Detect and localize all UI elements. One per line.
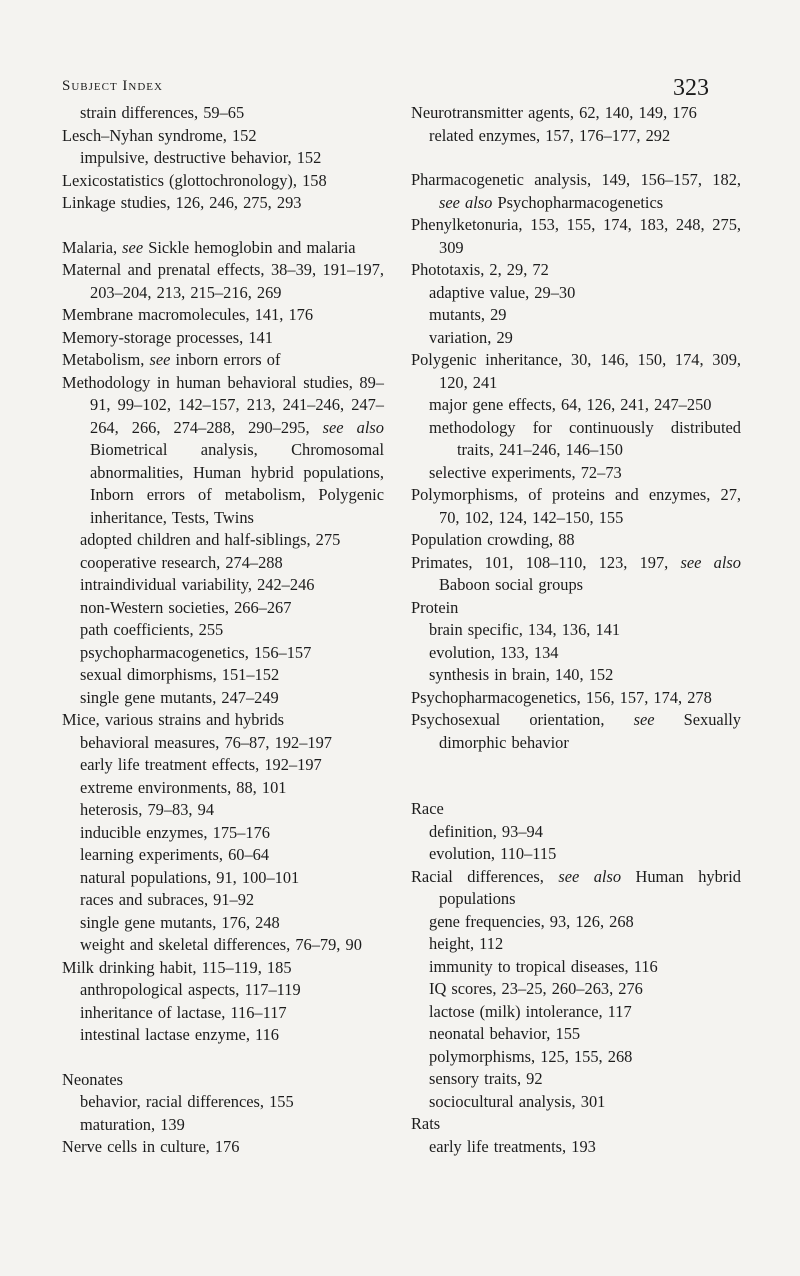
index-subentry: early life treatment effects, 192–197 [80, 755, 322, 774]
index-subentry: strain differences, 59–65 [80, 103, 245, 122]
index-entry: Nerve cells in culture, 176 [62, 1137, 240, 1156]
index-subentry: polymorphisms, 125, 155, 268 [429, 1046, 633, 1066]
index-entry: Phototaxis, 2, 29, 72 [411, 260, 549, 279]
index-subentry: races and subraces, 91–92 [80, 890, 255, 909]
index-entry: Methodology in human behavioral studies, 89–91, 99–102, 142–157, 213, 241–246, 247–264, 266, 274–288, 290–295, see also Biometrical analysis, Chromosomal abnormalities, Human hybrid populations, Inborn errors of metabolism, Polygenic inheritance, Tests, Twins [62, 372, 384, 527]
index-subentry: IQ scores, 23–25, 260–263, 276 [429, 979, 643, 998]
index-subentry: definition, 93–94 [429, 821, 543, 841]
entry-gap [411, 754, 741, 776]
index-subentry: sociocultural analysis, 301 [429, 1091, 606, 1111]
index-subentry: sensory traits, 92 [429, 1069, 543, 1088]
index-entry: Lesch–Nyhan syndrome, 152 [62, 125, 257, 145]
index-subentry: inducible enzymes, 175–176 [80, 822, 270, 842]
index-subentry: evolution, 110–115 [429, 844, 557, 863]
index-subentry: early life treatments, 193 [429, 1136, 596, 1156]
index-subentry: natural populations, 91, 100–101 [80, 867, 300, 887]
index-entry: Psychopharmacogenetics, 156, 157, 174, 278 [411, 687, 712, 707]
index-subentry: intestinal lactase enzyme, 116 [80, 1025, 280, 1044]
index-subentry: height, 112 [429, 934, 504, 953]
index-subentry: gene frequencies, 93, 126, 268 [429, 911, 634, 931]
index-column-right [411, 102, 741, 1158]
index-entry: Lexicostatistics (glottochronology), 158 [62, 170, 327, 190]
index-subentry: single gene mutants, 247–249 [80, 687, 279, 707]
index-entry: Psychosexual orientation, see Sexually dimorphic behavior [411, 710, 741, 752]
index-entry: Maternal and prenatal effects, 38–39, 191–197, 203–204, 213, 215–216, 269 [62, 260, 384, 302]
entry-gap [411, 776, 741, 798]
index-subentry: anthropological aspects, 117–119 [80, 980, 301, 999]
index-entry: Polymorphisms, of proteins and enzymes, 27, 70, 102, 124, 142–150, 155 [411, 485, 741, 527]
index-subentry: variation, 29 [429, 327, 513, 347]
index-entry: Protein [411, 597, 459, 617]
index-subentry: related enzymes, 157, 176–177, 292 [429, 125, 671, 145]
index-subentry: inheritance of lactase, 116–117 [80, 1002, 287, 1022]
index-subentry: intraindividual variability, 242–246 [80, 575, 315, 594]
index-entry: Race [411, 799, 444, 818]
index-entry: Phenylketonuria, 153, 155, 174, 183, 248, 275, 309 [411, 215, 741, 257]
index-subentry: single gene mutants, 176, 248 [80, 912, 280, 932]
index-subentry: maturation, 139 [80, 1114, 185, 1134]
index-subentry: methodology for continuously distributed traits, 241–246, 146–150 [429, 417, 741, 459]
index-subentry: selective experiments, 72–73 [429, 462, 622, 482]
index-subentry: mutants, 29 [429, 305, 507, 324]
index-subentry: major gene effects, 64, 126, 241, 247–250 [429, 395, 712, 414]
entry-gap [62, 215, 384, 237]
index-column-left [62, 102, 384, 1159]
index-subentry: learning experiments, 60–64 [80, 845, 270, 864]
index-subentry: behavioral measures, 76–87, 192–197 [80, 732, 332, 752]
index-subentry: impulsive, destructive behavior, 152 [80, 148, 322, 167]
index-subentry: lactose (milk) intolerance, 117 [429, 1001, 632, 1021]
index-subentry: immunity to tropical diseases, 116 [429, 956, 658, 976]
running-head: Subject Index [62, 78, 163, 94]
index-subentry: weight and skeletal differences, 76–79, 90 [80, 935, 362, 954]
index-subentry: synthesis in brain, 140, 152 [429, 665, 614, 684]
index-entry: Pharmacogenetic analysis, 149, 156–157, 182, see also Psychopharmacogenetics [411, 170, 741, 212]
index-entry: Memory-storage processes, 141 [62, 327, 273, 347]
index-entry: Neurotransmitter agents, 62, 140, 149, 176 [411, 103, 697, 122]
index-entry: Population crowding, 88 [411, 530, 575, 549]
index-subentry: brain specific, 134, 136, 141 [429, 620, 621, 639]
index-subentry: adaptive value, 29–30 [429, 282, 576, 302]
index-subentry: path coefficients, 255 [80, 620, 224, 639]
index-entry: Linkage studies, 126, 246, 275, 293 [62, 193, 302, 212]
index-subentry: non-Western societies, 266–267 [80, 597, 292, 617]
index-entry: Malaria, see Sickle hemoglobin and malaria [62, 237, 356, 257]
index-subentry: psychopharmacogenetics, 156–157 [80, 642, 312, 662]
index-subentry: evolution, 133, 134 [429, 642, 559, 662]
entry-gap [62, 1047, 384, 1069]
index-entry: Rats [411, 1114, 441, 1133]
index-subentry: heterosis, 79–83, 94 [80, 800, 215, 819]
index-entry: Polygenic inheritance, 30, 146, 150, 174, 309, 120, 241 [411, 350, 741, 392]
index-entry: Neonates [62, 1069, 123, 1089]
index-entry: Membrane macromolecules, 141, 176 [62, 305, 314, 324]
index-entry: Racial differences, see also Human hybrid populations [411, 866, 741, 908]
index-entry: Milk drinking habit, 115–119, 185 [62, 957, 292, 977]
index-subentry: adopted children and half-siblings, 275 [80, 530, 341, 549]
entry-gap [411, 147, 741, 169]
index-entry: Primates, 101, 108–110, 123, 197, see also Baboon social groups [411, 552, 741, 594]
index-subentry: sexual dimorphisms, 151–152 [80, 665, 280, 684]
page-number: 323 [673, 75, 709, 101]
index-entry: Mice, various strains and hybrids [62, 710, 285, 729]
index-subentry: cooperative research, 274–288 [80, 552, 283, 572]
index-subentry: behavior, racial differences, 155 [80, 1092, 294, 1111]
index-subentry: extreme environments, 88, 101 [80, 777, 287, 797]
index-entry: Metabolism, see inborn errors of [62, 350, 281, 369]
index-subentry: neonatal behavior, 155 [429, 1024, 581, 1043]
